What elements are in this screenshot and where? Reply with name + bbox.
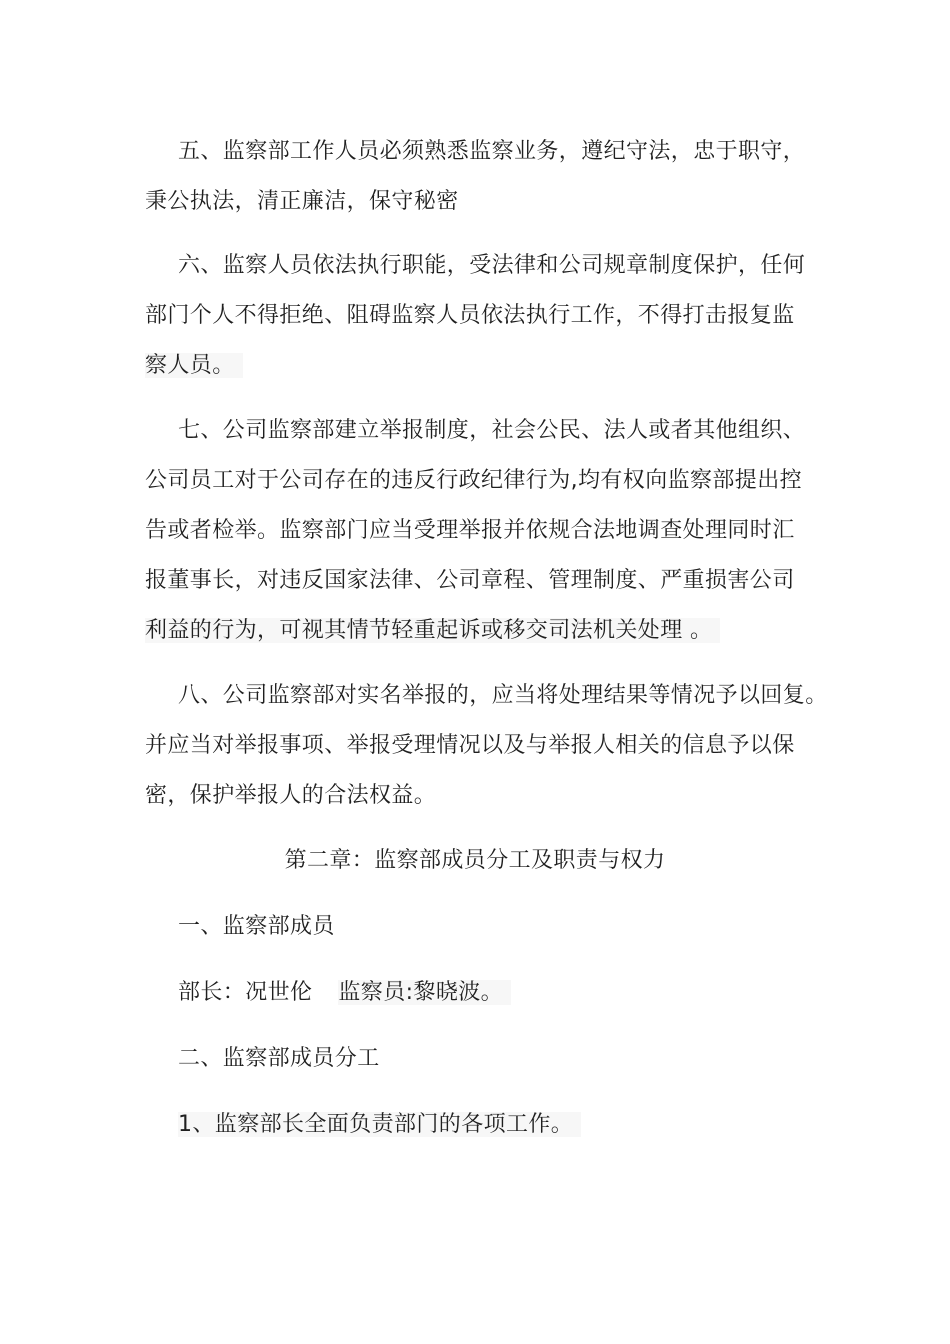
chapter-title: 第二章：监察部成员分工及职责与权力 — [284, 848, 666, 873]
paragraph-line: 五、监察部工作人员必须熟悉监察业务，遵纪守法，忠于职守， — [178, 139, 806, 164]
inspector-label: 监察员:黎晓波。 — [338, 980, 511, 1005]
section-division — [145, 1034, 825, 1084]
members-line — [145, 968, 825, 1018]
paragraph-line: 秉公执法，清正廉洁，保守秘密 — [145, 189, 459, 214]
paragraph-line-text: 利益的行为，可视其情节轻重起诉或移交司法机关处理 。 — [145, 618, 720, 643]
paragraph-line: 六、监察人员依法执行职能，受法律和公司规章制度保护，任何 — [178, 253, 806, 278]
paragraph-line: 告或者检举。监察部门应当受理举报并依规合法地调查处理同时汇 — [145, 518, 795, 543]
paragraph-eight — [145, 671, 828, 821]
paragraph-line: 部门个人不得拒绝、阻碍监察人员依法执行工作，不得打击报复监 — [145, 303, 795, 328]
paragraph-line: 八、公司监察部对实名举报的，应当将处理结果等情况予以回复。 — [178, 683, 828, 708]
section-members — [145, 902, 825, 952]
paragraph-seven — [145, 406, 825, 656]
paragraph-line: 七、公司监察部建立举报制度，社会公民、法人或者其他组织、 — [178, 418, 806, 443]
paragraph-line — [145, 341, 825, 391]
list-item: 1、监察部长全面负责部门的各项工作。 — [178, 1112, 581, 1137]
section-heading: 二、监察部成员分工 — [178, 1046, 380, 1071]
paragraph-line: 密，保护举报人的合法权益。 — [145, 783, 437, 808]
paragraph-line — [145, 606, 825, 656]
director-label: 部长：况世伦 — [178, 980, 313, 1005]
paragraph-line: 公司员工对于公司存在的违反行政纪律行为,均有权向监察部提出控 — [145, 468, 802, 493]
paragraph-six — [145, 241, 825, 391]
section-heading: 一、监察部成员 — [178, 914, 335, 939]
division-item-one — [145, 1100, 825, 1150]
paragraph-five — [145, 127, 825, 227]
paragraph-line-text: 察人员。 — [145, 353, 243, 378]
paragraph-line: 并应当对举报事项、举报受理情况以及与举报人相关的信息予以保 — [145, 733, 795, 758]
paragraph-line: 报董事长，对违反国家法律、公司章程、管理制度、严重损害公司 — [145, 568, 795, 593]
